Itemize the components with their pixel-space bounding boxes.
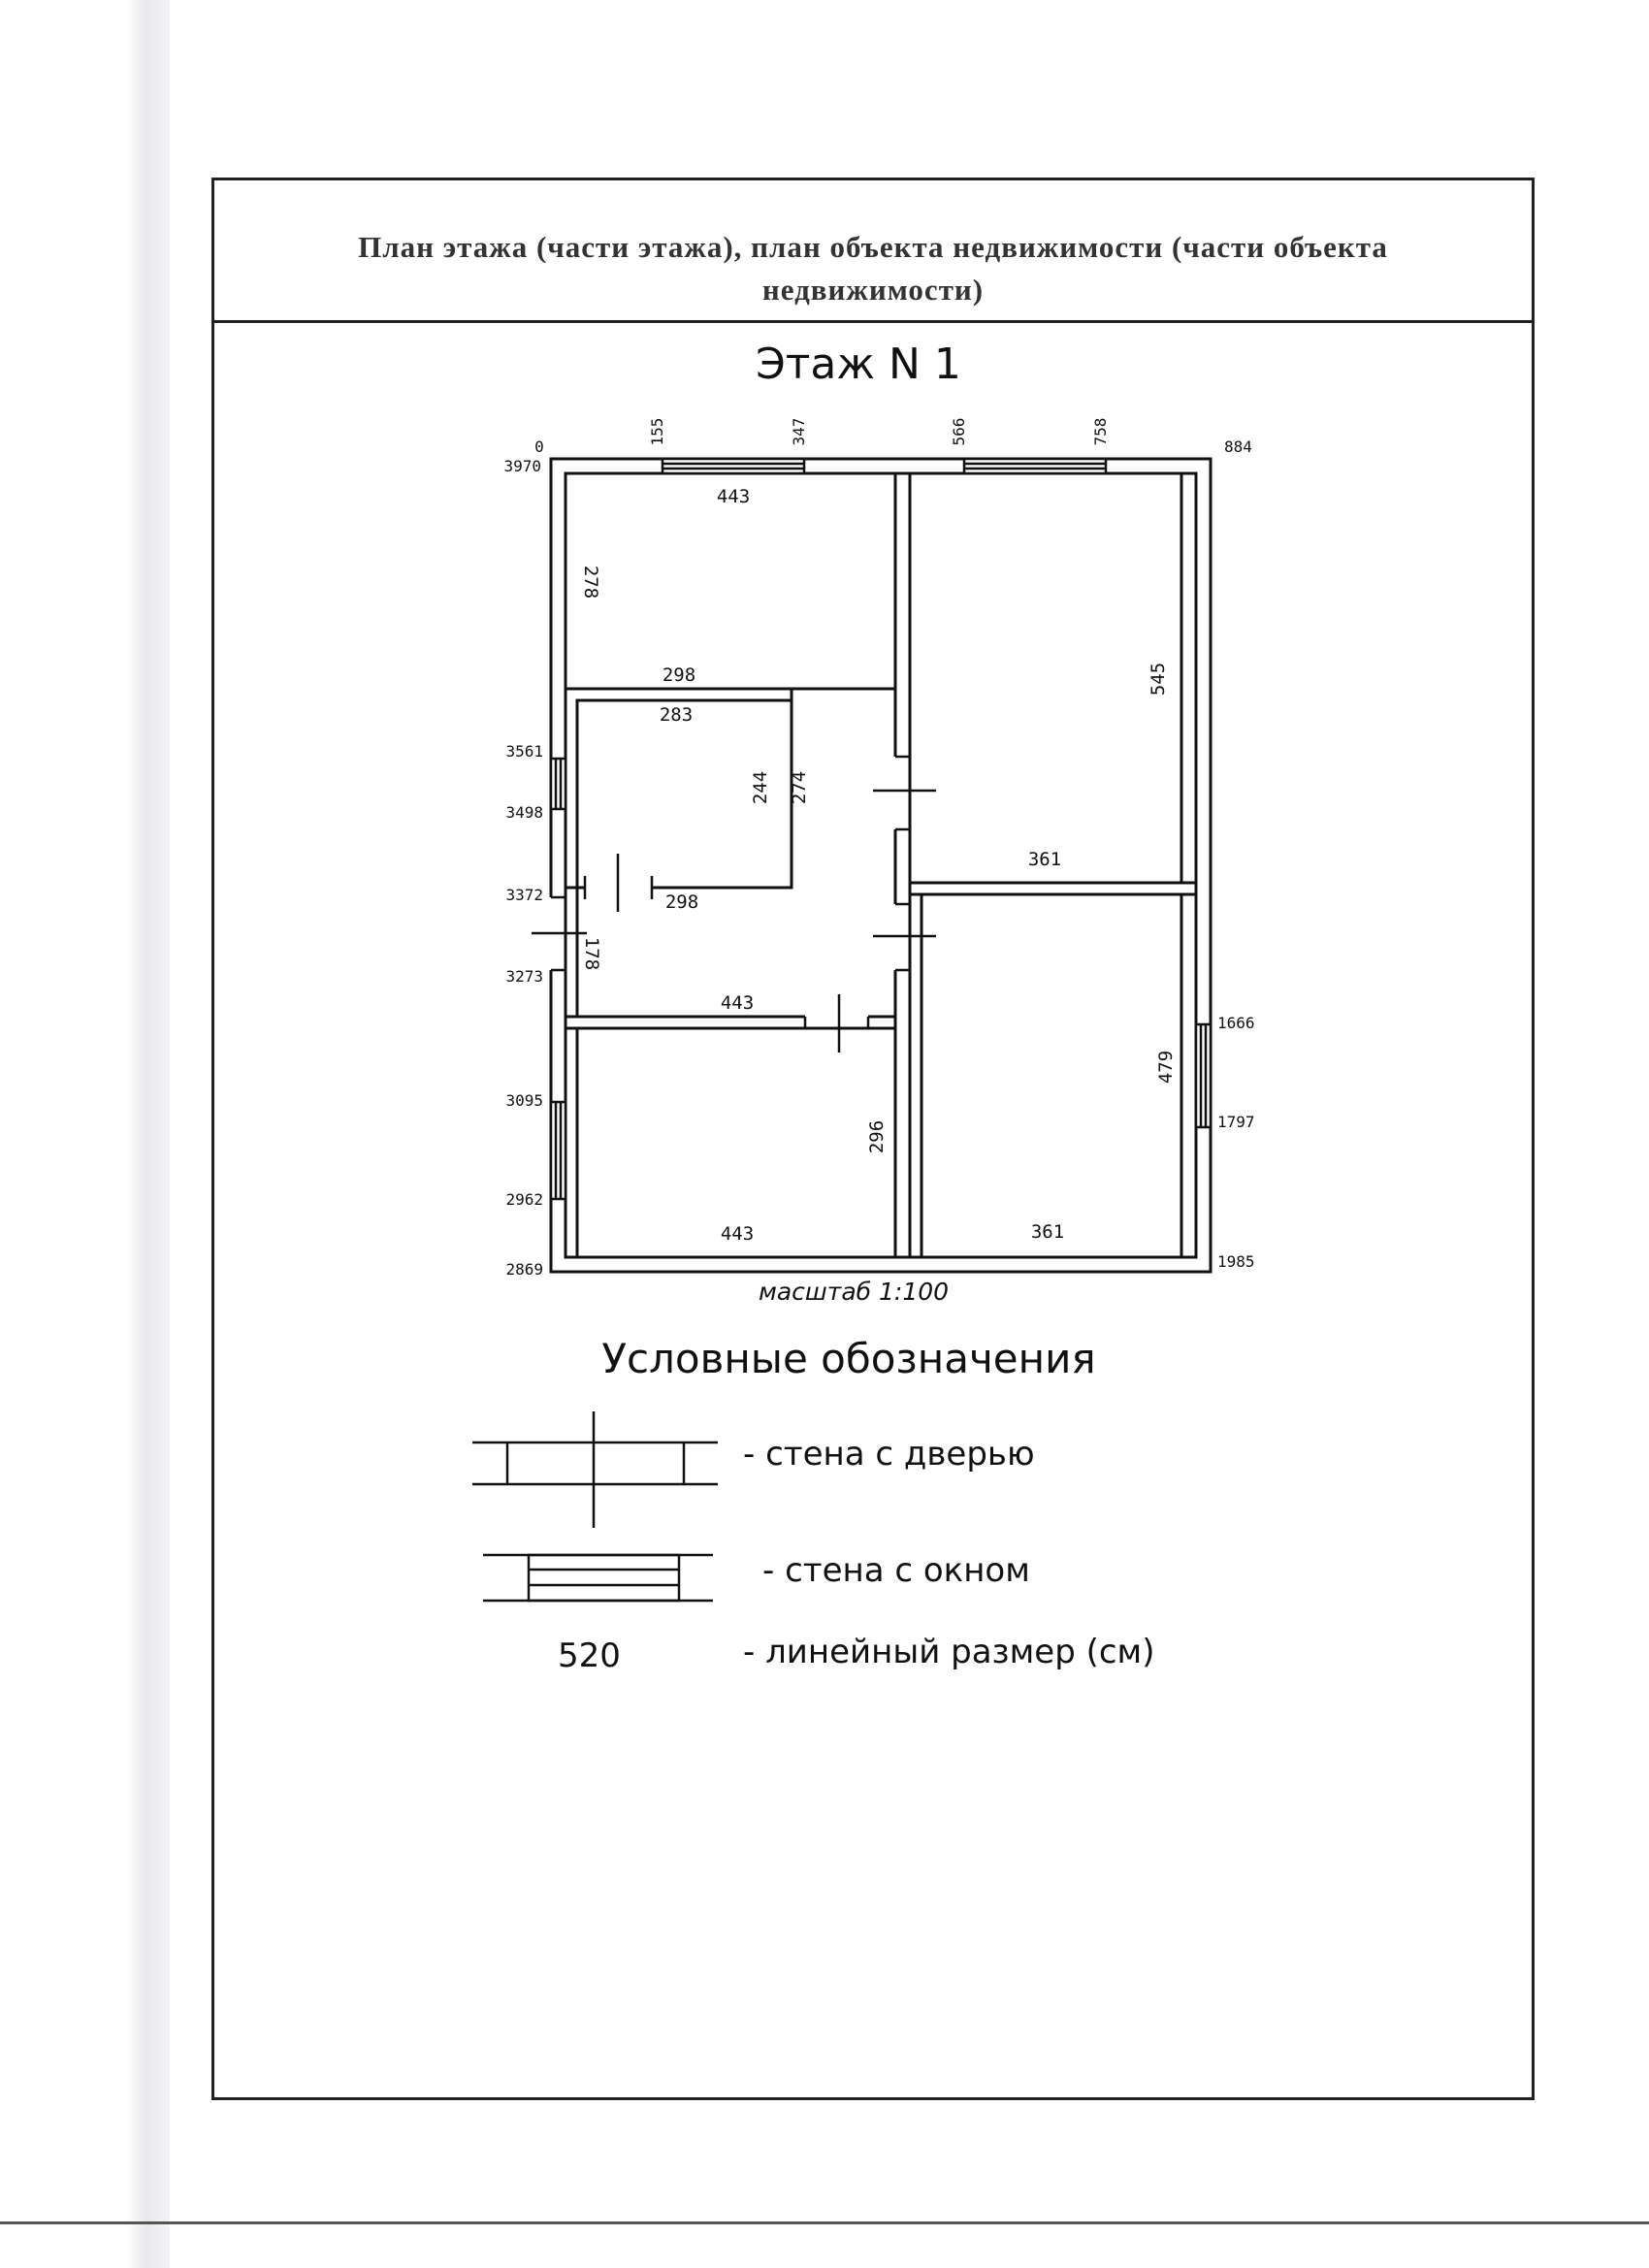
left-mark: 3372 xyxy=(505,886,543,904)
top-mark: 884 xyxy=(1224,437,1252,456)
left-mark: 3095 xyxy=(505,1091,543,1110)
windows xyxy=(551,459,1211,1199)
right-mark: 1797 xyxy=(1217,1113,1255,1131)
left-mark: 2869 xyxy=(505,1260,543,1279)
room-dimensions xyxy=(580,486,1177,1245)
document-header: План этажа (части этажа), план объекта недвижимости (части объекта недвижимости) xyxy=(211,178,1535,323)
dim-r2-bottom: 298 xyxy=(664,891,699,913)
legend-window-label: - стена с окном xyxy=(762,1551,1030,1590)
top-mark: 0 xyxy=(534,437,544,456)
left-mark: 2962 xyxy=(505,1190,543,1209)
left-mark: 3498 xyxy=(505,803,543,822)
top-marks xyxy=(534,418,1252,456)
dim-r5-height: 479 xyxy=(1155,1050,1177,1085)
right-mark: 1985 xyxy=(1217,1252,1255,1271)
left-marks xyxy=(503,457,543,1279)
top-mark: 155 xyxy=(648,417,666,446)
top-mark: 566 xyxy=(950,417,968,446)
dim-r1-bottom: 298 xyxy=(662,664,696,686)
dim-corridor-bottom: 443 xyxy=(720,992,755,1014)
left-mark: 3970 xyxy=(503,457,541,475)
legend-title: Условные обозначения xyxy=(601,1335,1096,1382)
dim-r3-width: 361 xyxy=(1027,849,1062,870)
dim-r4-height: 296 xyxy=(866,1119,888,1154)
left-mark: 3561 xyxy=(505,742,543,761)
dim-r1-height: 278 xyxy=(580,565,601,599)
dim-r4-width: 443 xyxy=(720,1223,755,1245)
right-mark: 1666 xyxy=(1217,1014,1255,1032)
top-mark: 758 xyxy=(1091,417,1110,446)
dim-r5-width: 361 xyxy=(1030,1221,1065,1243)
left-mark: 3273 xyxy=(505,967,543,986)
dim-r2-height-outer: 274 xyxy=(789,770,810,805)
plan-scale: масштаб 1:100 xyxy=(758,1278,950,1306)
dim-r3-height: 545 xyxy=(1148,662,1169,697)
dim-corridor-height: 178 xyxy=(581,936,602,971)
right-marks xyxy=(1217,1014,1255,1271)
legend-size-sample: 520 xyxy=(558,1636,621,1675)
top-mark: 347 xyxy=(790,417,808,446)
plan-title: Этаж N 1 xyxy=(756,340,961,389)
dim-r2-height-inner: 244 xyxy=(750,770,771,805)
dim-r2-width: 283 xyxy=(659,704,694,726)
legend-size-label: - линейный размер (см) xyxy=(743,1633,1155,1671)
legend-door-label: - стена с дверью xyxy=(743,1435,1035,1474)
legend-door-symbol xyxy=(472,1411,718,1528)
scan-edge-line xyxy=(0,2221,1649,2224)
dim-r1-width: 443 xyxy=(716,486,751,507)
legend-window-symbol xyxy=(483,1555,713,1601)
